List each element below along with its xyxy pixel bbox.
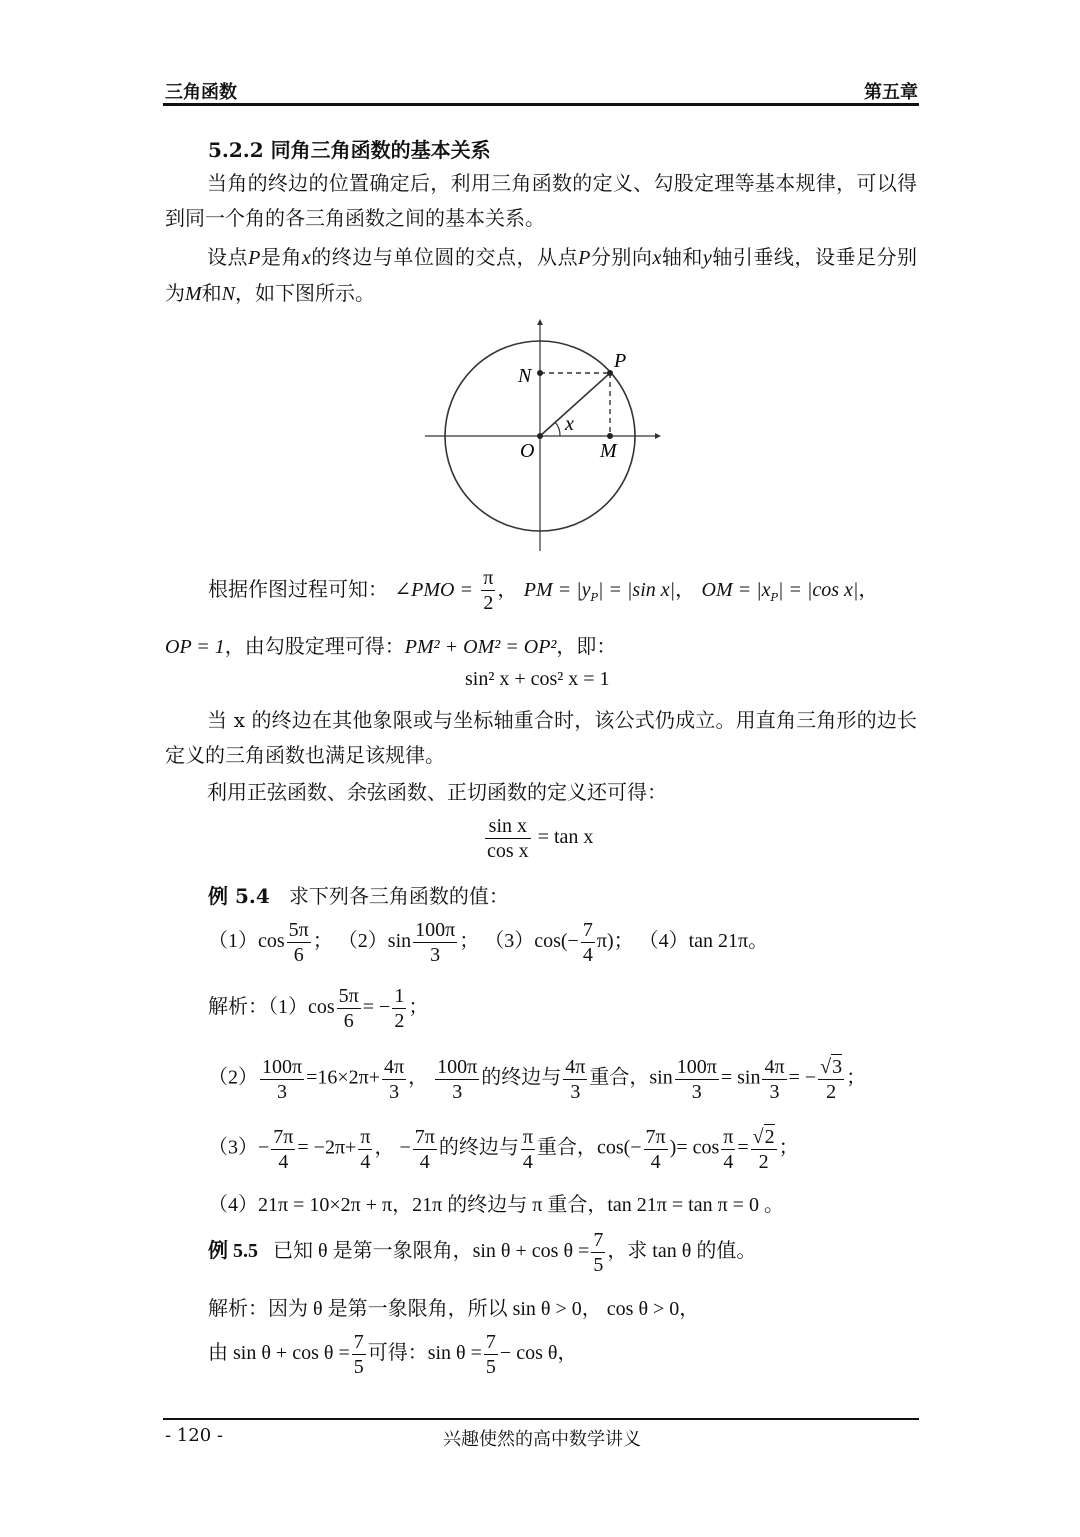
note-paragraph: 当 x 的终边在其他象限或与坐标轴重合时，该公式仍成立。用直角三角形的边长定义的三角函数也满足该规律。: [165, 708, 917, 767]
derivation-line-2: OP = 1，由勾股定理可得：PM² + OM² = OP²，即：: [165, 634, 617, 658]
solution-5-4-part-1: 解析：（1）cos $\frac{5\pi}{6}$ = − $\frac{1}{2}$ ；: [208, 985, 429, 1032]
example-5-4-heading: 例 5.4 求下列各三角函数的值：: [208, 884, 509, 908]
solution-5-5-line-2: 由 sin θ + cos θ = $\frac{7}{5}$ 可得：sin θ = $\frac{7}{5}$ − cos θ，: [208, 1331, 578, 1378]
derivation-line-1: 根据作图过程可知： ∠PMO = $\frac{\pi}{2}$ ， PM = $|y_P| = |\sin$ x|， OM = $|x_P| = |\cos$ x|，: [208, 567, 879, 614]
solution-5-5-line-1: 解析：因为 θ 是第一象限角，所以 sin θ > 0， cos θ > 0，: [208, 1298, 700, 1320]
intro-paragraph: 当角的终边的位置确定后，利用三角函数的定义、勾股定理等基本规律，可以得到同一个角的各三角函数之间的基本关系。: [165, 171, 917, 230]
label-x: x: [565, 413, 574, 435]
section-title: 5.2.2 同角三角函数的基本关系: [208, 138, 491, 162]
example-5-4-questions: （1）cos $\frac{5\pi}{6}$ ； （2）sin $\frac{100\pi}{3}$ ； （3）cos(− $\frac{7}{4}$ π)； （4）tan 21π。: [208, 919, 769, 966]
point-N: [537, 370, 543, 376]
pythagorean-identity: sin² x + cos² x = 1: [465, 668, 610, 690]
footer-title: 兴趣使然的高中数学讲义: [443, 1429, 641, 1450]
label-P: P: [614, 350, 627, 372]
sin-over-cos-fraction: $\frac{\text{sin x}}{\text{cos x}}$: [487, 815, 529, 862]
x-axis-arrow-icon: [655, 433, 661, 439]
y-axis-arrow-icon: [537, 319, 543, 325]
point-P: [607, 370, 613, 376]
solution-5-4-part-4: （4）21π = 10×2π + π，21π 的终边与 π 重合，tan 21π = tan π = 0 。: [208, 1194, 784, 1216]
header-rule: [163, 103, 919, 106]
solution-5-4-part-2: （2） $\frac{100\pi}{3}$ =16×2π+ $\frac{4\pi}{3}$ ， $\frac{100\pi}{3}$ 的终边与 $\frac{4\pi}{3}$ 重合，sin $\frac{100\pi}{3}$ = sin $\frac{4\pi}{3}$ = − $\frac{√3}{2}$ ；: [208, 1055, 867, 1103]
header-chapter-number: 第五章: [864, 82, 918, 103]
point-O: [537, 433, 543, 439]
note2-paragraph: 利用正弦函数、余弦函数、正切函数的定义还可得：: [207, 780, 667, 804]
page-number: - 120 -: [165, 1425, 223, 1446]
point-M: [607, 433, 613, 439]
header-chapter-topic: 三角函数: [165, 82, 237, 103]
label-O: O: [520, 440, 535, 462]
example-5-5: 例 5.5 已知 θ 是第一象限角，sin θ + cos θ = $\frac{7}{5}$ ，求 tan θ 的值。: [208, 1229, 757, 1276]
pi-over-2-fraction: $\frac{\pi}{2}$: [483, 567, 494, 614]
label-N: N: [518, 365, 532, 387]
unit-circle-figure: [420, 315, 665, 555]
quotient-identity: $\frac{\text{sin x}}{\text{cos x}}$ = tan x: [487, 815, 594, 862]
footer-rule: [163, 1418, 919, 1420]
angle-arc: [555, 422, 560, 436]
setup-paragraph: 设点P是角x的终边与单位圆的交点，从点P分别向x轴和y轴引垂线，设垂足分别为M和N，如下图所示。: [165, 245, 918, 305]
solution-5-4-part-3: （3）− $\frac{7\pi}{4}$ = −2π+ $\frac{\pi}{4}$ ， − $\frac{7\pi}{4}$ 的终边与 $\frac{\pi}{4}$ 重合，cos(− $\frac{7\pi}{4}$ )= cos $\frac{\pi}{4}$ = $\frac{√2}{2}$ ；: [208, 1125, 799, 1173]
radius-OP: [540, 373, 610, 436]
label-M: M: [600, 440, 617, 462]
